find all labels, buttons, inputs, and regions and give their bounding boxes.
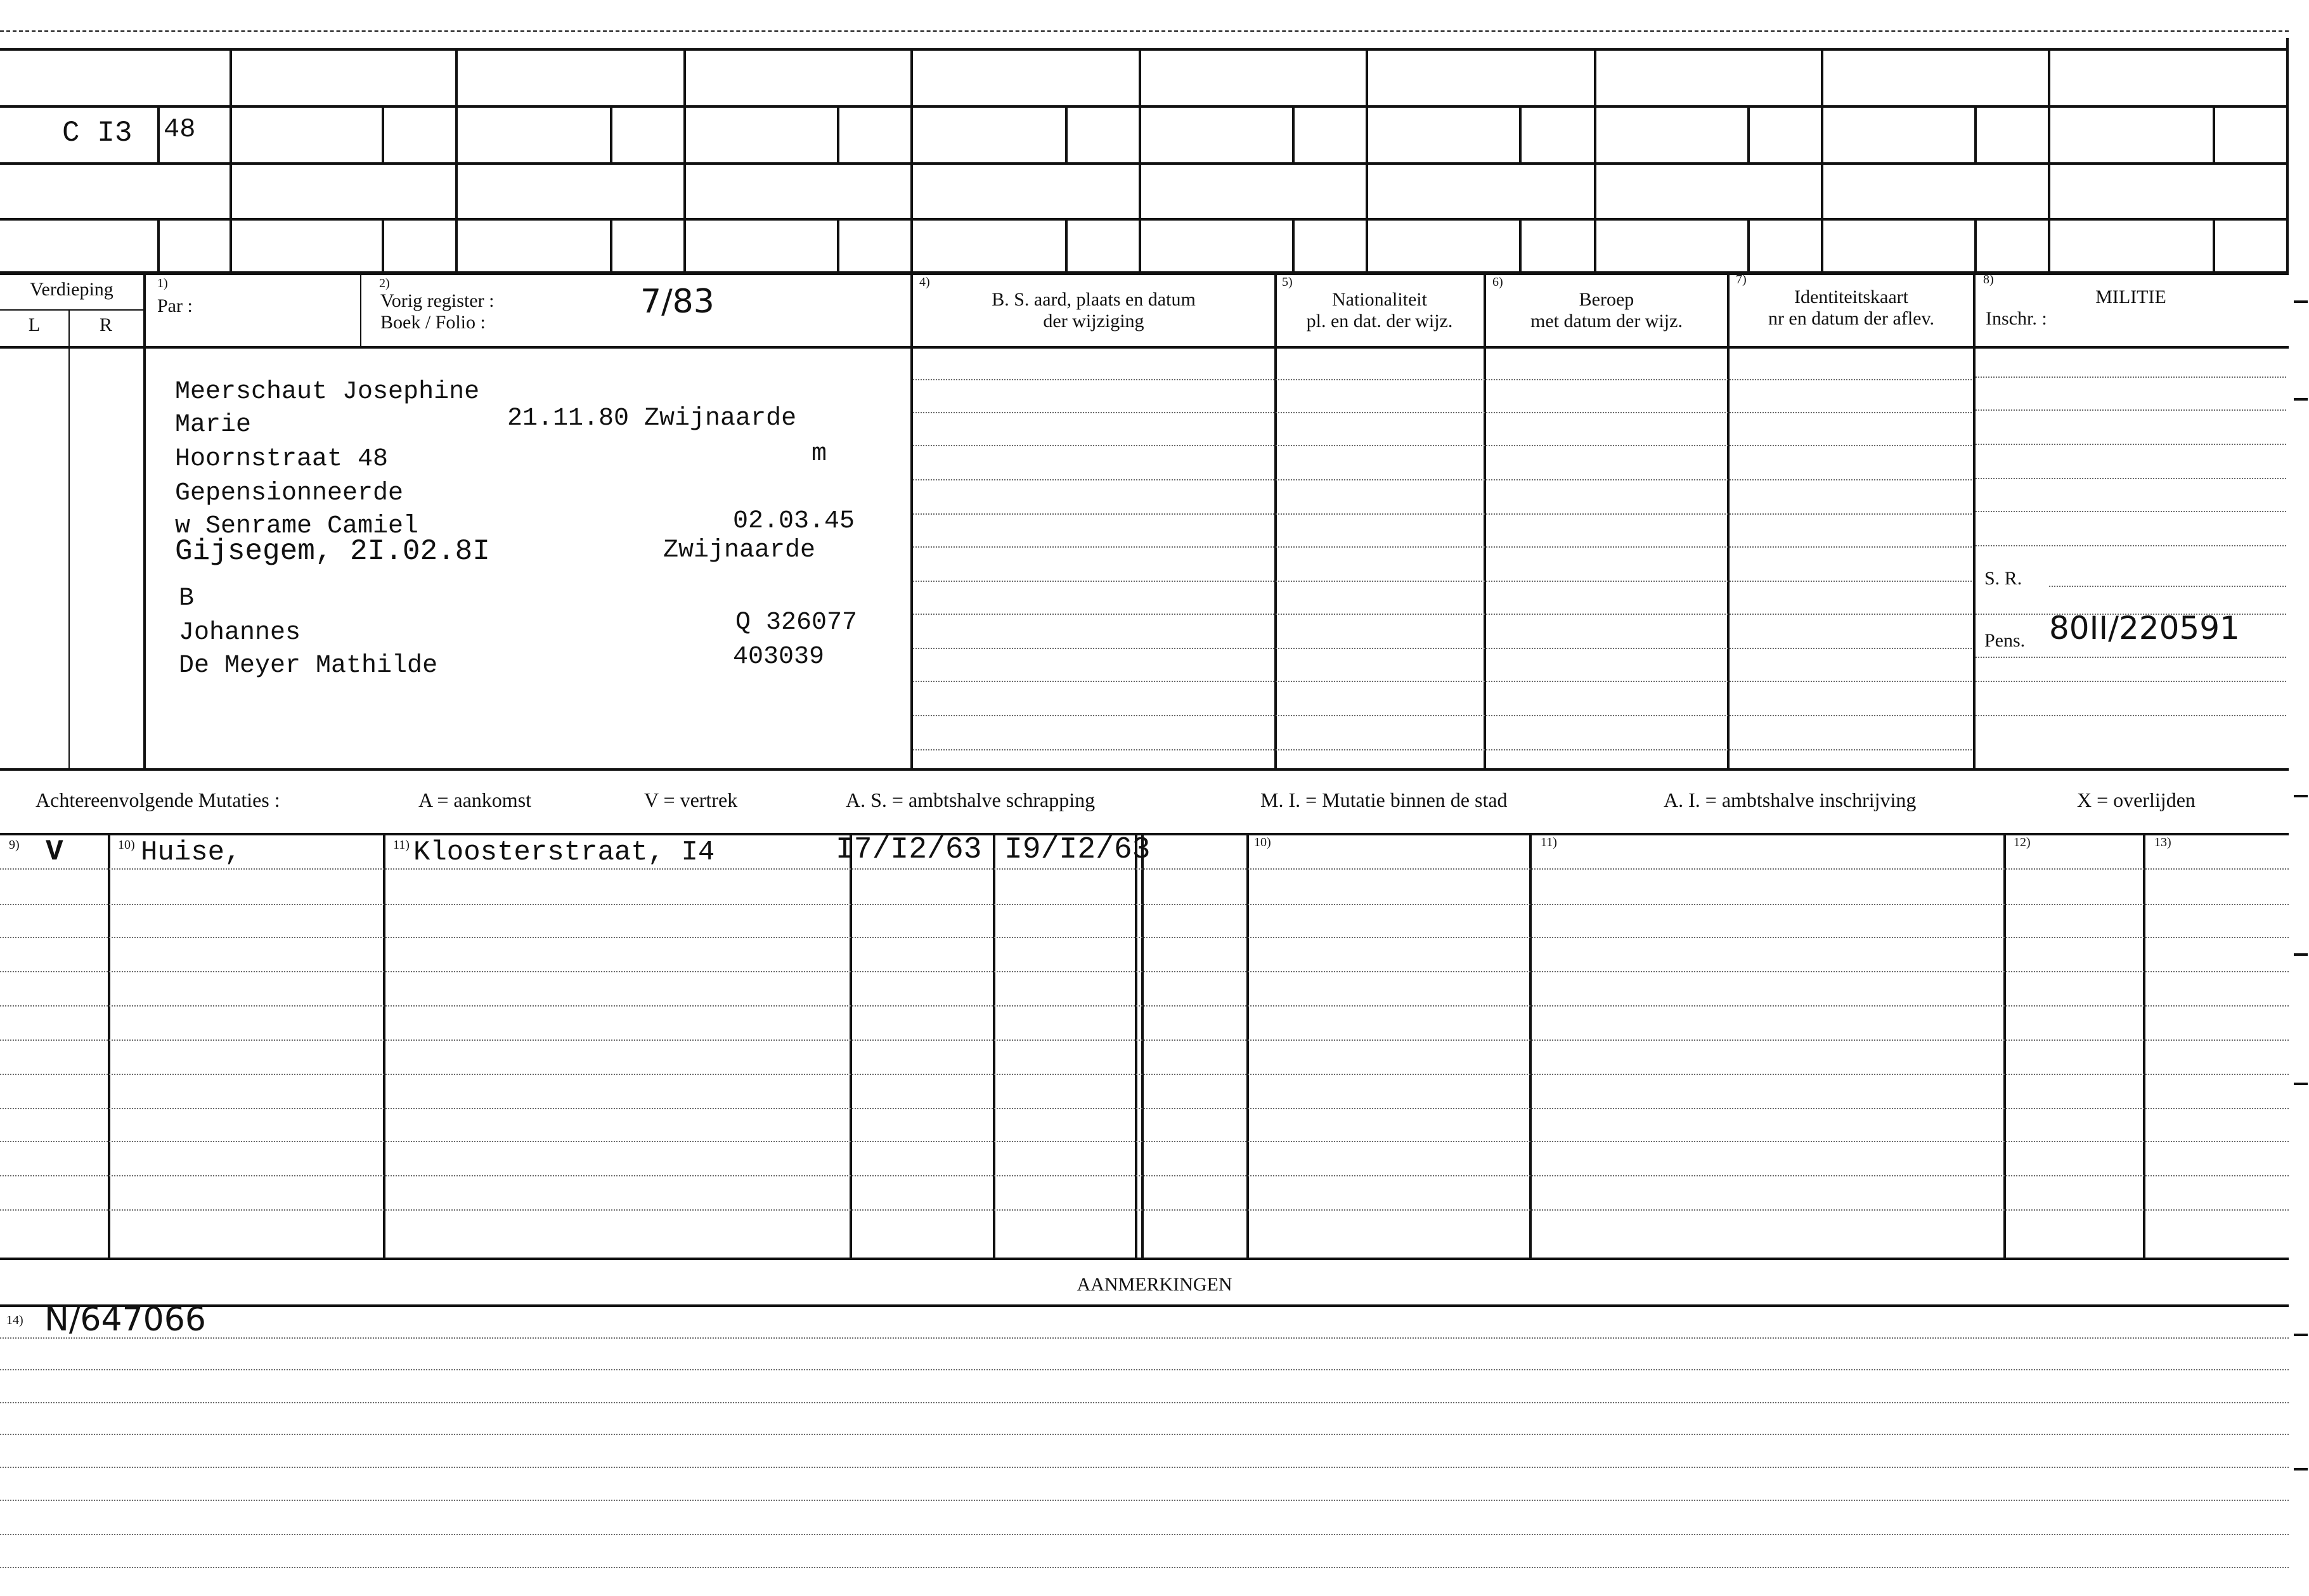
verdieping-left-label: L xyxy=(28,314,41,335)
top-code: C I3 xyxy=(62,117,133,150)
militie-number: 8) xyxy=(1983,273,1994,286)
mutation-date-2: I9/I2/63 xyxy=(1004,833,1151,867)
mutation-date-1: I7/I2/63 xyxy=(836,833,982,867)
bs-label-1: B. S. aard, plaats en datum xyxy=(992,289,1196,310)
verdieping-label: Verdieping xyxy=(30,279,113,300)
mutation-col-9-number: 9) xyxy=(9,838,20,852)
person-occupation: Gepensionneerde xyxy=(175,479,404,508)
nationaliteit-number: 5) xyxy=(1282,275,1293,289)
top-number: 48 xyxy=(164,114,196,145)
vorig-register-label: Vorig register : xyxy=(380,290,495,311)
person-mother: De Meyer Mathilde xyxy=(179,652,438,680)
remarks-number: 14) xyxy=(6,1313,23,1327)
beroep-number: 6) xyxy=(1492,275,1503,289)
par-number: 1) xyxy=(157,276,168,290)
person-spouse-birthplace: Zwijnaarde xyxy=(663,536,816,565)
vorig-register-number: 2) xyxy=(379,276,390,290)
mutation-col-10b-number: 10) xyxy=(1254,835,1271,849)
person-address: Hoornstraat 48 xyxy=(175,445,389,473)
bs-label-2: der wijziging xyxy=(1043,311,1144,331)
legend-mutatie-binnen-stad: M. I. = Mutatie binnen de stad xyxy=(1260,788,1508,811)
boek-folio-label: Boek / Folio : xyxy=(380,312,486,333)
person-code: B xyxy=(179,584,195,613)
bs-number: 4) xyxy=(919,275,930,289)
mutation-col-10-number: 10) xyxy=(118,838,135,852)
mutation-place: Huise, xyxy=(141,837,242,868)
person-second-name: Marie xyxy=(175,411,252,439)
legend-ambtshalve-schrapping: A. S. = ambtshalve schrapping xyxy=(846,788,1096,811)
identiteitskaart-label-1: Identiteitskaart xyxy=(1794,286,1908,307)
legend-vertrek: V = vertrek xyxy=(644,788,738,811)
identiteitskaart-number: 7) xyxy=(1736,273,1747,286)
remarks-title: AANMERKINGEN xyxy=(1077,1274,1232,1295)
remarks-value: N/647066 xyxy=(44,1301,206,1339)
legend-overlijden: X = overlijden xyxy=(2077,788,2196,811)
militie-pens-value: 80II/220591 xyxy=(2049,610,2240,647)
vorig-register-value: 7/83 xyxy=(640,283,715,321)
identiteitskaart-label-2: nr en datum der aflev. xyxy=(1768,308,1935,329)
beroep-label-1: Beroep xyxy=(1579,289,1634,310)
mutation-type: V xyxy=(46,835,63,868)
militie-pens-label: Pens. xyxy=(1984,630,2026,651)
mutation-col-11b-number: 11) xyxy=(1541,835,1557,849)
legend-ambtshalve-inschrijving: A. I. = ambtshalve inschrijving xyxy=(1664,788,1917,811)
person-mother-id: 403039 xyxy=(733,643,825,671)
par-label: Par : xyxy=(157,295,193,316)
nationaliteit-label-1: Nationaliteit xyxy=(1332,289,1427,310)
militie-title: MILITIE xyxy=(2095,286,2166,307)
verdieping-right-label: R xyxy=(99,314,112,335)
person-sex: m xyxy=(812,440,827,468)
person-birth: 21.11.80 Zwijnaarde xyxy=(507,404,797,433)
beroep-label-2: met datum der wijz. xyxy=(1530,311,1683,331)
mutaties-legend-title: Achtereenvolgende Mutaties : xyxy=(36,788,280,811)
mutation-address: Kloosterstraat, I4 xyxy=(413,837,715,868)
person-name: Meerschaut Josephine xyxy=(175,378,480,406)
person-spouse-birth: Gijsegem, 2I.02.8I xyxy=(175,535,490,568)
legend-aankomst: A = aankomst xyxy=(418,788,532,811)
person-father: Johannes xyxy=(179,619,301,647)
militie-inschr-label: Inschr. : xyxy=(1986,308,2047,329)
mutation-col-13-number: 13) xyxy=(2154,835,2171,849)
person-spouse-date: 02.03.45 xyxy=(733,507,855,536)
militie-sr-label: S. R. xyxy=(1984,568,2022,589)
nationaliteit-label-2: pl. en dat. der wijz. xyxy=(1306,311,1453,331)
mutation-col-12-number: 12) xyxy=(2014,835,2031,849)
person-spouse: w Senrame Camiel xyxy=(175,512,419,541)
person-father-id: Q 326077 xyxy=(735,608,858,637)
mutation-col-11-number: 11) xyxy=(393,838,410,852)
